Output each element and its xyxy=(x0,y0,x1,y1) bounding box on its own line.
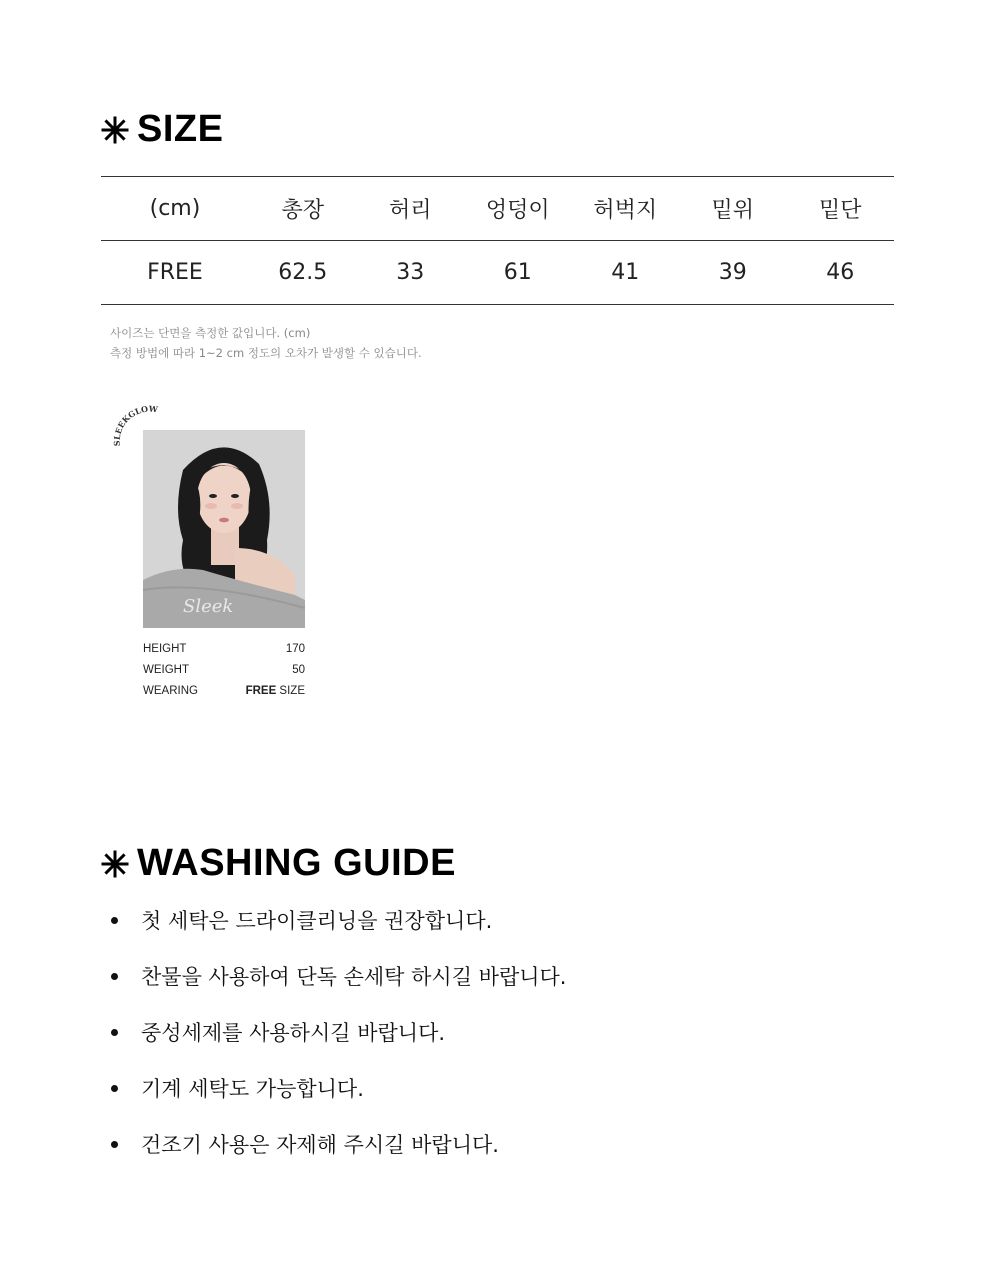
stat-value-rest: SIZE xyxy=(276,684,305,697)
model-info xyxy=(112,402,312,702)
list-item-text: 첫 세탁은 드라이클리닝을 권장합니다. xyxy=(141,909,493,933)
list-item xyxy=(108,1060,566,1116)
washing-section-title xyxy=(101,842,456,885)
stat-label: WEARING xyxy=(143,684,198,697)
list-item-text: 찬물을 사용하여 단독 손세탁 하시길 바랍니다. xyxy=(141,965,567,989)
bullet-icon xyxy=(111,1085,118,1092)
stat-value: 170 xyxy=(285,642,305,655)
size-title-text: SIZE xyxy=(137,108,224,150)
list-item xyxy=(108,1116,566,1172)
stat-label: WEIGHT xyxy=(143,663,189,676)
asterisk-icon xyxy=(101,116,129,144)
list-item xyxy=(108,1004,566,1060)
list-item-text: 건조기 사용은 자제해 주시길 바랍니다. xyxy=(141,1133,499,1157)
value-hip: 61 xyxy=(503,260,532,285)
model-photo xyxy=(143,430,305,628)
size-label: FREE xyxy=(147,260,203,285)
svg-text:Sleek: Sleek xyxy=(183,596,234,617)
header-waist: 허리 xyxy=(388,198,432,223)
list-item xyxy=(108,892,566,948)
bullet-icon xyxy=(111,917,118,924)
list-item-text: 중성세제를 사용하시길 바랍니다. xyxy=(141,1021,446,1045)
list-item-text: 기계 세탁도 가능합니다. xyxy=(141,1077,364,1101)
value-hem: 46 xyxy=(826,260,855,285)
size-note-line: 사이즈는 단면을 측정한 값입니다. (cm) xyxy=(110,326,311,340)
header-hem: 밑단 xyxy=(819,198,862,223)
asterisk-icon xyxy=(101,850,129,878)
value-total-length: 62.5 xyxy=(278,260,328,285)
bullet-icon xyxy=(111,1141,118,1148)
size-notes xyxy=(110,323,422,363)
stat-label: HEIGHT xyxy=(143,642,187,655)
header-hip: 엉덩이 xyxy=(485,198,550,223)
stat-value xyxy=(246,685,305,697)
stat-wearing xyxy=(143,680,305,701)
value-thigh: 41 xyxy=(611,260,640,285)
table-row xyxy=(101,241,894,305)
header-thigh: 허벅지 xyxy=(593,198,658,223)
stat-value: 50 xyxy=(292,663,305,676)
size-table-header xyxy=(101,177,894,241)
size-table xyxy=(101,176,894,305)
stat-value-bold: FREE xyxy=(245,684,277,697)
list-item xyxy=(108,948,566,1004)
header-total-length: 총장 xyxy=(281,198,324,223)
brand-logo-text: SLEEKGLOW xyxy=(112,403,159,447)
size-note-line: 측정 방법에 따라 1~2 cm 정도의 오차가 발생할 수 있습니다. xyxy=(110,346,422,360)
bullet-icon xyxy=(111,1029,118,1036)
washing-title-text: WASHING GUIDE xyxy=(137,842,456,884)
header-unit: (cm) xyxy=(149,196,201,221)
washing-guide-list xyxy=(108,892,566,1172)
value-rise: 39 xyxy=(718,260,747,285)
value-waist: 33 xyxy=(396,260,425,285)
bullet-icon xyxy=(111,973,118,980)
stat-height xyxy=(143,638,305,659)
model-stats xyxy=(143,638,305,701)
size-section-title xyxy=(101,108,223,151)
stat-weight xyxy=(143,659,305,680)
header-rise: 밑위 xyxy=(711,198,755,223)
